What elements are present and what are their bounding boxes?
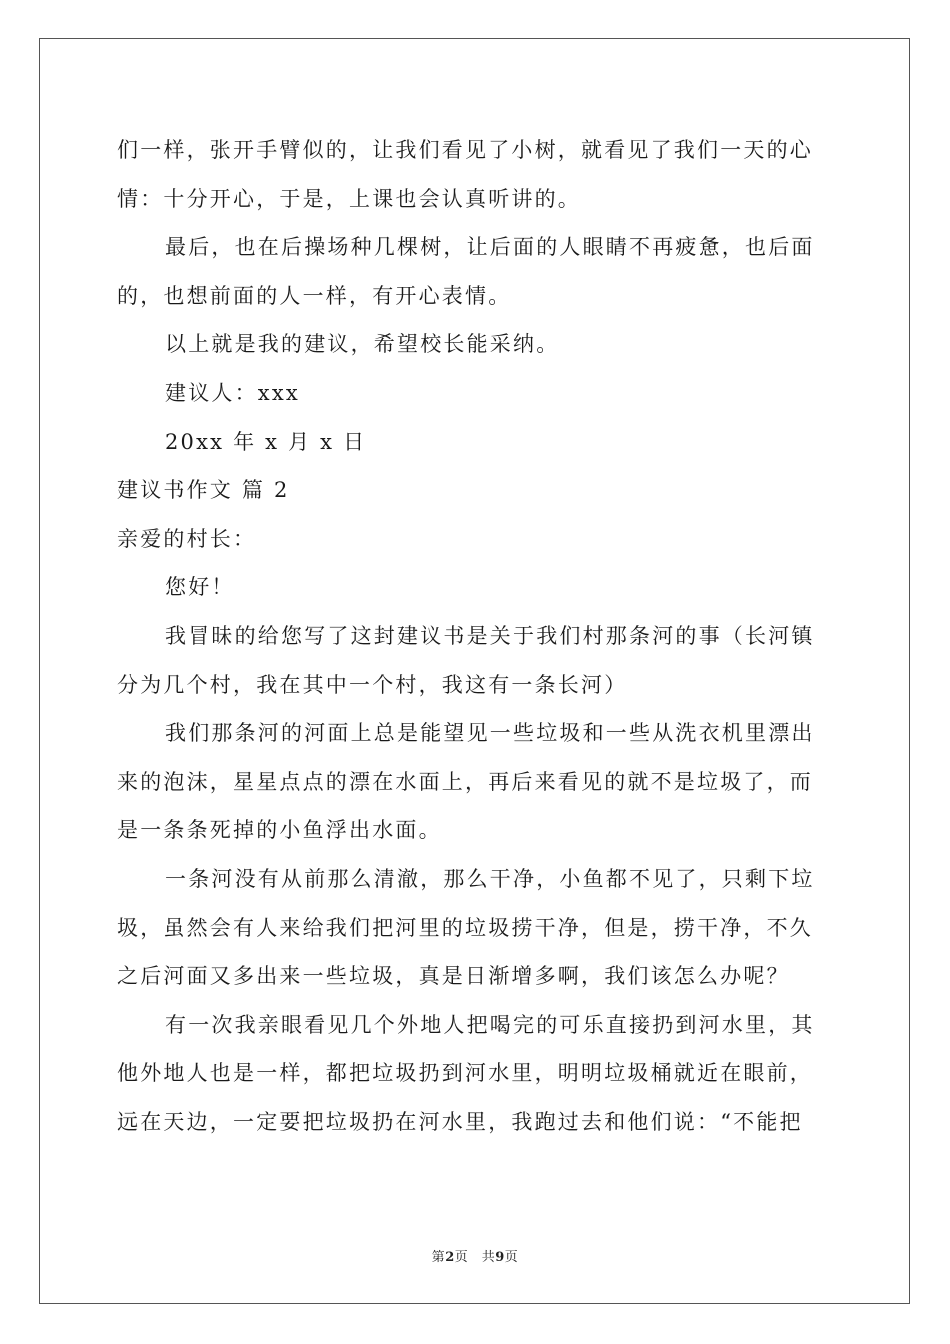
text-line: 建议书作文 篇 2 [117, 478, 290, 503]
text-line: 我冒昧的给您写了这封建议书是关于我们村那条河的事（长河镇 [165, 623, 815, 648]
text-line: 来的泡沫，星星点点的漂在水面上，再后来看见的就不是垃圾了，而 [117, 769, 813, 794]
text-line: 远在天边，一定要把垃圾扔在河水里，我跑过去和他们说：“不能把 [117, 1109, 803, 1134]
page-footer [0, 1246, 950, 1265]
text-line: 我们那条河的河面上总是能望见一些垃圾和一些从洗衣机里漂出 [165, 721, 815, 746]
footer-middle: 页 共 [454, 1250, 496, 1265]
text-line: 有一次我亲眼看见几个外地人把喝完的可乐直接扔到河水里，其 [165, 1012, 815, 1037]
text-line: 圾，虽然会有人来给我们把河里的垃圾捞干净，但是，捞干净，不久 [117, 915, 813, 940]
total-pages-number: 9 [495, 1250, 505, 1265]
text-line: 分为几个村，我在其中一个村，我这有一条长河） [117, 672, 628, 697]
text-line: 一条河没有从前那么清澈，那么干净，小鱼都不见了，只剩下垃 [165, 866, 815, 891]
footer-prefix: 第 [431, 1250, 446, 1265]
text-line: 之后河面又多出来一些垃圾，真是日渐增多啊，我们该怎么办呢？ [117, 964, 790, 989]
current-page-number: 2 [445, 1250, 455, 1265]
text-line: 20xx 年 x 月 x 日 [165, 429, 367, 454]
text-line: 是一条条死掉的小鱼浮出水面。 [117, 818, 442, 843]
document-body [117, 126, 835, 1146]
text-line: 亲爱的村长： [117, 526, 257, 551]
footer-suffix: 页 [504, 1250, 519, 1265]
text-line: 建议人：xxx [165, 380, 300, 405]
text-line: 您好！ [165, 575, 235, 600]
text-line: 的，也想前面的人一样，有开心表情。 [117, 283, 512, 308]
text-line: 最后，也在后操场种几棵树，让后面的人眼睛不再疲惫，也后面 [165, 235, 815, 260]
text-line: 情：十分开心，于是，上课也会认真听讲的。 [117, 186, 581, 211]
text-line: 他外地人也是一样，都把垃圾扔到河水里，明明垃圾桶就近在眼前， [117, 1061, 813, 1086]
text-line: 以上就是我的建议，希望校长能采纳。 [165, 332, 560, 357]
text-line: 们一样，张开手臂似的，让我们看见了小树，就看见了我们一天的心 [117, 138, 813, 162]
